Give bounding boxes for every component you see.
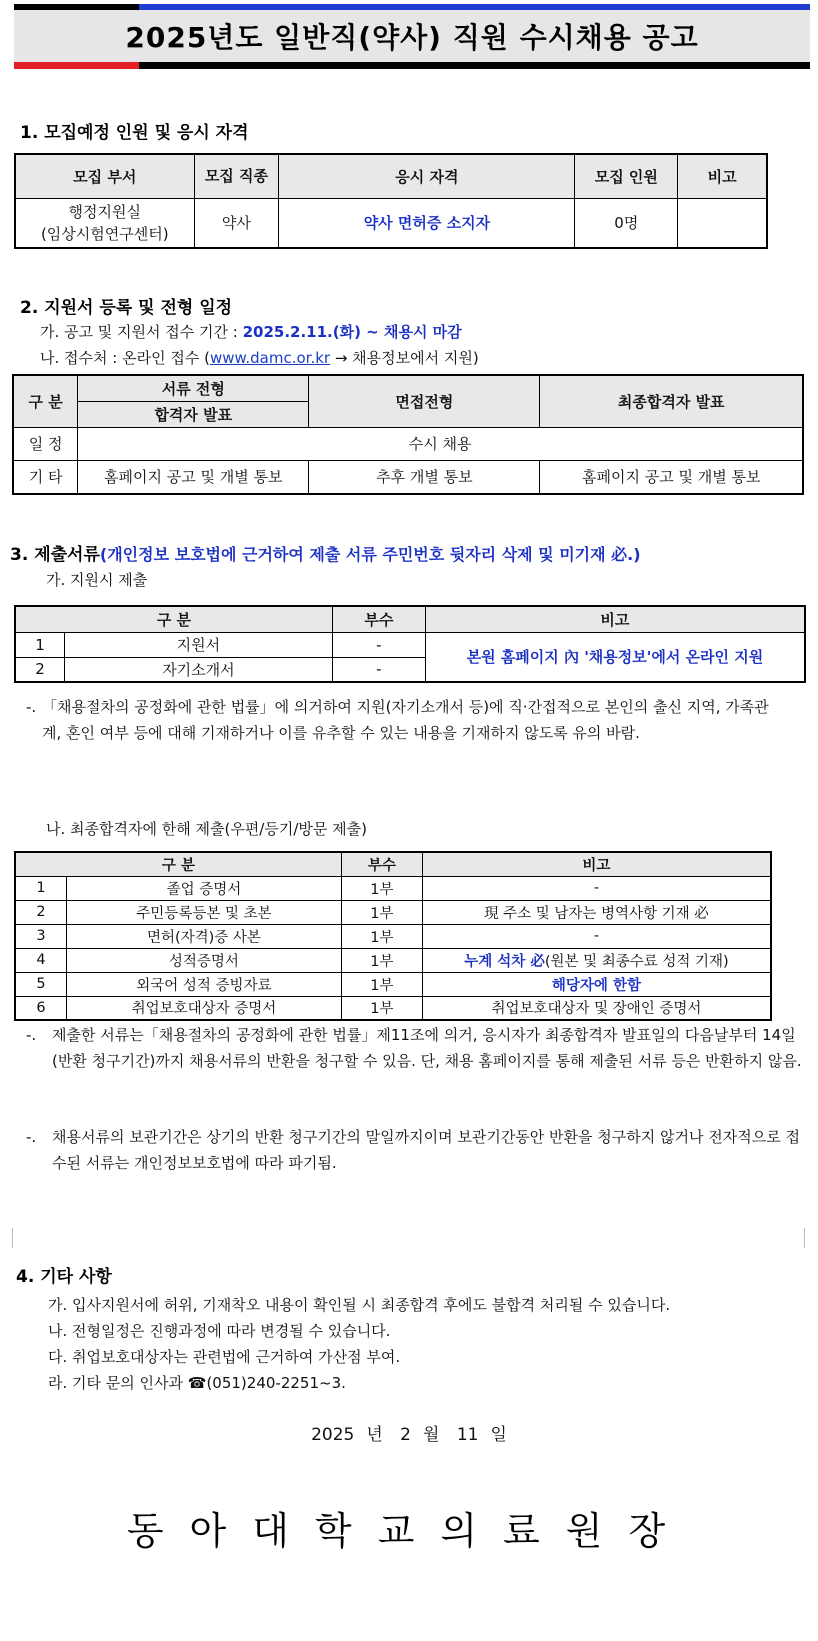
date-year: 2025: [311, 1425, 355, 1445]
section-3-heading-main: 3. 제출서류: [10, 545, 100, 565]
note-b2-dash: -.: [26, 1128, 37, 1146]
schedule-row1-label: 일 정: [13, 427, 78, 460]
final-docs-name: 외국어 성적 증빙자료: [67, 972, 342, 996]
apply-docs-header-division: 구 분: [15, 606, 332, 632]
section-3-sub-a: 가. 지원시 제출: [46, 571, 148, 589]
apply-docs-row2-no: 2: [15, 657, 65, 682]
note-b2-body: 채용서류의 보관기간은 상기의 반환 청구기간의 말일까지이며 보관기간동안 반환을 청구하지 않거나 전자적으로 접수된 서류는 개인정보보호법에 따라 파기됨.: [52, 1128, 800, 1172]
final-docs-no: 4: [15, 948, 67, 972]
recruit-count-cell: 0명: [575, 198, 678, 248]
final-docs-name: 졸업 증명서: [67, 876, 342, 900]
section-4-heading: 4. 기타 사항: [16, 1267, 112, 1287]
note-a: [26, 694, 778, 746]
final-docs-copies: 1부: [341, 948, 422, 972]
apply-docs-row1-copies: -: [332, 632, 425, 657]
schedule-header-doc-top: 서류 전형: [78, 375, 309, 401]
final-docs-header-division: 구 분: [15, 852, 341, 876]
final-docs-no: 5: [15, 972, 67, 996]
margin-mark-left: [12, 1228, 13, 1248]
section-2-heading: 2. 지원서 등록 및 전형 일정: [20, 298, 233, 318]
recruit-qualification-cell: 약사 면허증 소지자: [279, 198, 575, 248]
title-box: [14, 10, 810, 62]
schedule-header-final: 최종합격자 발표: [540, 375, 803, 427]
schedule-row1-value: 수시 채용: [78, 427, 803, 460]
table-row: [15, 876, 771, 900]
recruit-note-cell: [678, 198, 767, 248]
apply-docs-row1-name: 지원서: [65, 632, 333, 657]
title-bottom-bar: [14, 62, 810, 69]
section-3-sub-b: 나. 최종합격자에 한해 제출(우편/등기/방문 제출): [46, 820, 367, 838]
final-docs-note: 現 주소 및 남자는 병역사항 기재 必: [422, 900, 771, 924]
table-row: [15, 996, 771, 1020]
schedule-row2-interview: 추후 개별 통보: [309, 460, 540, 494]
final-docs-copies: 1부: [341, 924, 422, 948]
margin-mark-right: [804, 1228, 805, 1248]
title-banner: [14, 4, 810, 70]
date-month-unit: 월: [423, 1425, 440, 1445]
recruit-header-qualification: 응시 자격: [279, 154, 575, 198]
recruit-dept-line1: 행정지원실: [68, 202, 141, 221]
final-docs-table: [14, 851, 772, 1021]
section-3-heading: [10, 540, 641, 565]
schedule-row2-doc: 홈페이지 공고 및 개별 통보: [78, 460, 309, 494]
final-docs-name: 취업보호대상자 증명서: [67, 996, 342, 1020]
note-a-body: 「채용절차의 공정화에 관한 법률」에 의거하여 지원(자기소개서 등)에 직·간접적으로 본인의 출신 지역, 가족관계, 혼인 여부 등에 대해 기재하거나 이를 유추할 수 있는 내용을 기재하지 않도록 유의 바람.: [42, 698, 769, 742]
final-docs-note: 취업보호대상자 및 장애인 증명서: [422, 996, 771, 1020]
schedule-table: [12, 374, 804, 495]
schedule-row2-final: 홈페이지 공고 및 개별 통보: [540, 460, 803, 494]
recruit-header-job: 모집 직종: [194, 154, 279, 198]
recruit-header-count: 모집 인원: [575, 154, 678, 198]
issuer-signature: 동아대학교의료원장: [126, 1509, 692, 1553]
table-row: [15, 900, 771, 924]
date-year-unit: 년: [366, 1425, 383, 1445]
final-docs-name: 성적증명서: [67, 948, 342, 972]
final-docs-no: 3: [15, 924, 67, 948]
final-docs-copies: 1부: [341, 972, 422, 996]
etc-item: 다. 취업보호대상자는 관련법에 근거하여 가산점 부여.: [48, 1348, 401, 1366]
page-title: 2025년도 일반직(약사) 직원 수시채용 공고: [125, 21, 699, 54]
schedule-header-doc-bottom: 합격자 발표: [78, 401, 309, 427]
apply-docs-header-copies: 부수: [332, 606, 425, 632]
recruit-header-note: 비고: [678, 154, 767, 198]
date-month: 2: [400, 1425, 411, 1445]
apply-docs-row1-no: 1: [15, 632, 65, 657]
final-docs-header-copies: 부수: [341, 852, 422, 876]
final-docs-note-highlight: 누계 석차 必: [464, 953, 545, 970]
recruit-dept-line2: (임상시험연구센터): [40, 224, 169, 243]
final-docs-name: 면허(자격)증 사본: [67, 924, 342, 948]
recruit-header-dept: 모집 부서: [15, 154, 194, 198]
place-line: [40, 347, 479, 368]
notice-date: [0, 1420, 818, 1445]
place-tail: → 채용정보에서 지원): [330, 349, 479, 367]
schedule-row2-label: 기 타: [13, 460, 78, 494]
final-docs-note-extra: (원본 및 최종수료 성적 기재): [544, 953, 729, 970]
section-3-heading-privacy: (개인정보 보호법에 근거하여 제출 서류 주민번호 뒷자리 삭제 및 미기재 必.): [99, 545, 641, 564]
schedule-header-division: 구 분: [13, 375, 78, 427]
note-b1-dash: -.: [26, 1026, 37, 1044]
final-docs-no: 2: [15, 900, 67, 924]
period-line: [40, 321, 462, 342]
recruit-dept-cell: [15, 198, 194, 248]
section-1-heading: 1. 모집예정 인원 및 응시 자격: [20, 123, 249, 143]
final-docs-name: 주민등록등본 및 초본: [67, 900, 342, 924]
date-day: 11: [456, 1425, 479, 1445]
etc-item: 라. 기타 문의 인사과 ☎(051)240-2251~3.: [48, 1374, 346, 1392]
final-docs-note: [422, 948, 771, 972]
schedule-header-interview: 면접전형: [309, 375, 540, 427]
recruit-table: [14, 153, 768, 249]
note-b2: [26, 1124, 808, 1176]
final-docs-no: 1: [15, 876, 67, 900]
etc-item: 나. 전형일정은 진행과정에 따라 변경될 수 있습니다.: [48, 1322, 391, 1340]
apply-docs-table: [14, 605, 806, 683]
final-docs-copies: 1부: [341, 996, 422, 1020]
table-row: [15, 924, 771, 948]
period-label: 가. 공고 및 지원서 접수 기간 :: [40, 323, 243, 341]
final-docs-note: -: [422, 924, 771, 948]
table-row: [15, 948, 771, 972]
period-value: 2025.2.11.(화) ~ 채용시 마감: [242, 323, 462, 341]
final-docs-header-note: 비고: [422, 852, 771, 876]
note-b1: [26, 1022, 808, 1074]
apply-docs-row2-name: 자기소개서: [65, 657, 333, 682]
final-docs-copies: 1부: [341, 876, 422, 900]
note-a-dash: -.: [26, 698, 37, 716]
date-day-unit: 일: [490, 1425, 507, 1445]
etc-item: 가. 입사지원서에 허위, 기재착오 내용이 확인될 시 최종합격 후에도 불합격 처리될 수 있습니다.: [48, 1296, 671, 1314]
note-b1-body: 제출한 서류는「채용절차의 공정화에 관한 법률」제11조에 의거, 응시자가 최종합격자 발표일의 다음날부터 14일(반환 청구기간)까지 채용서류의 반환을 청구할 수 있음. 단, 채용 홈페이지를 통해 제출된 서류 등은 반환하지 않음.: [52, 1026, 802, 1070]
final-docs-copies: 1부: [341, 900, 422, 924]
final-docs-note: 해당자에 한함: [422, 972, 771, 996]
recruit-job-cell: 약사: [194, 198, 279, 248]
homepage-link[interactable]: www.damc.or.kr: [209, 349, 331, 367]
final-docs-note: -: [422, 876, 771, 900]
apply-docs-row2-copies: -: [332, 657, 425, 682]
apply-docs-note: 본원 홈페이지 內 '채용정보'에서 온라인 지원: [425, 632, 805, 682]
final-docs-no: 6: [15, 996, 67, 1020]
table-row: [15, 972, 771, 996]
apply-docs-header-note: 비고: [425, 606, 805, 632]
place-label: 나. 접수처 : 온라인 접수 (: [40, 349, 210, 367]
